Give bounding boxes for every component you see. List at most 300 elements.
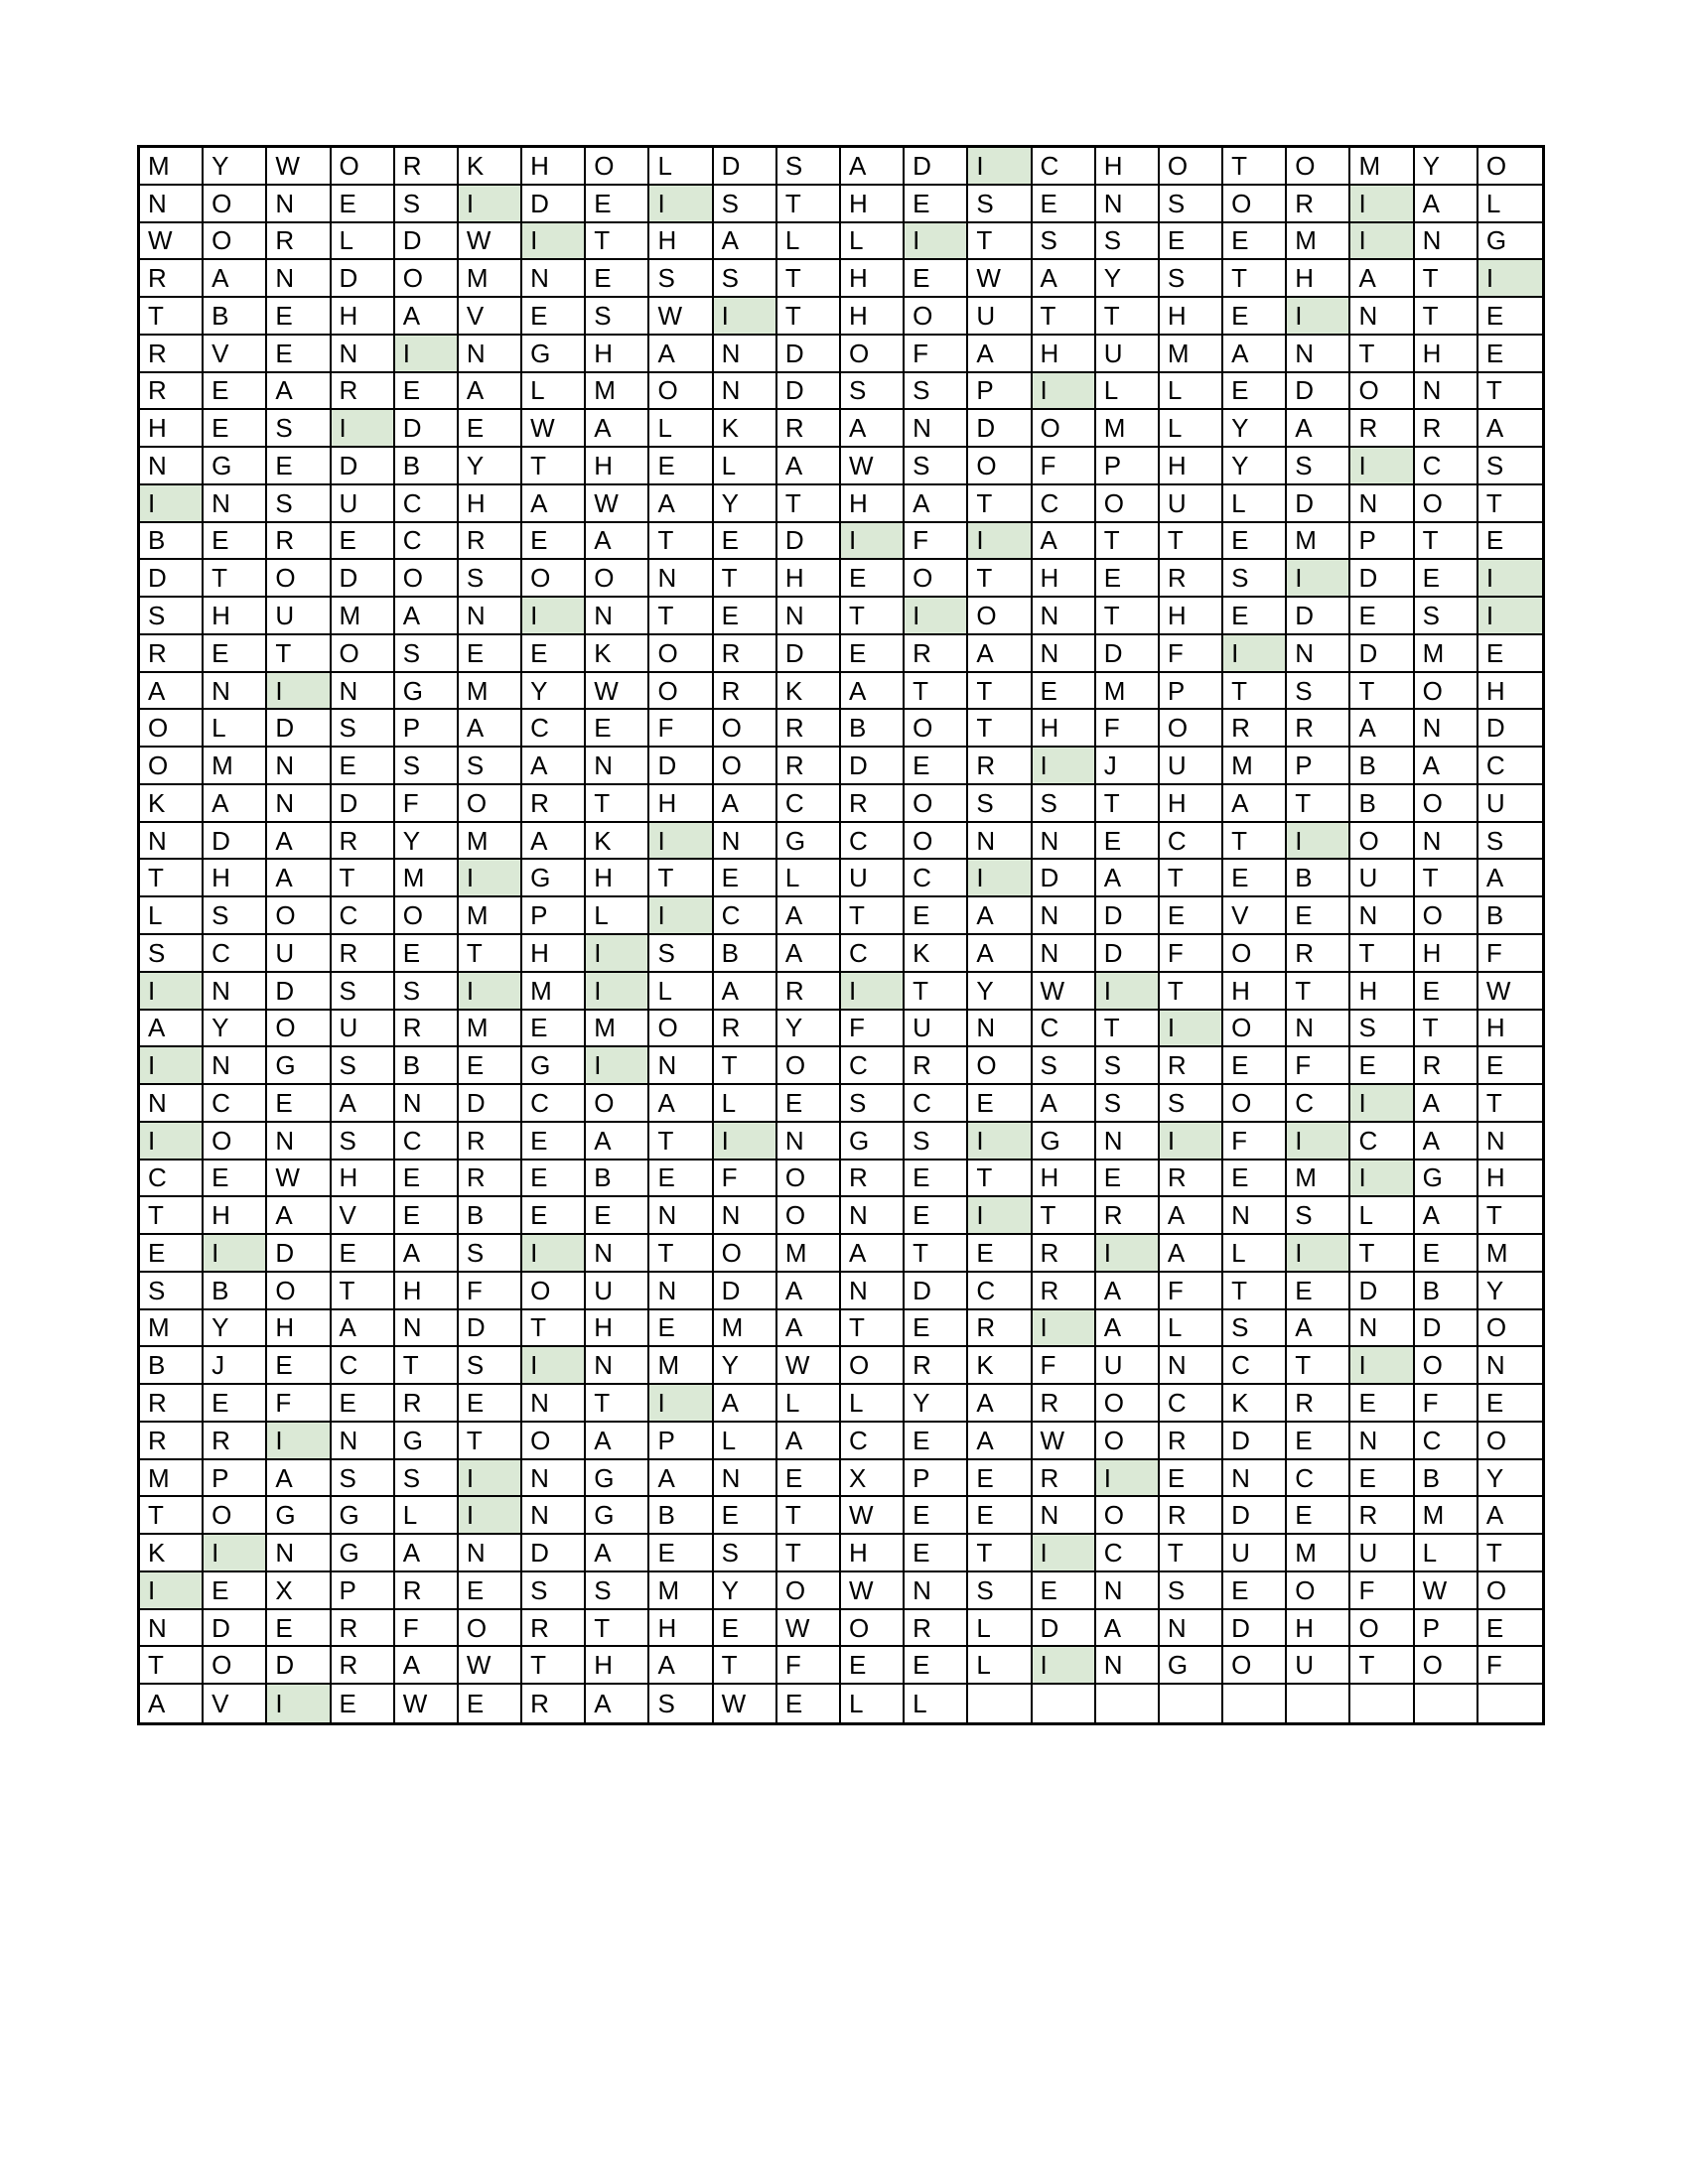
grid-cell: P [395,710,459,748]
grid-cell: D [522,186,586,223]
grid-cell: E [1223,523,1287,561]
grid-cell: E [1096,560,1160,598]
grid-cell: T [905,673,968,711]
grid-cell: S [1350,1011,1414,1048]
grid-cell: I [267,673,331,711]
grid-cell: A [395,1235,459,1273]
grid-cell: S [332,710,395,748]
grid-cell: E [1033,673,1096,711]
grid-cell: S [395,748,459,785]
grid-cell: R [777,973,841,1011]
grid-cell: A [586,1423,649,1460]
grid-cell: S [459,560,522,598]
grid-cell: F [649,710,713,748]
grid-cell: K [586,823,649,861]
grid-cell: C [841,935,905,973]
grid-cell: A [140,1685,204,1722]
grid-cell: N [968,1011,1032,1048]
grid-cell: A [522,823,586,861]
grid-cell: A [841,148,905,186]
grid-cell: T [841,897,905,935]
grid-cell: A [586,1685,649,1722]
grid-cell: N [777,1123,841,1160]
grid-cell: A [395,1535,459,1572]
grid-cell: E [1096,1160,1160,1198]
grid-cell: A [1287,1310,1350,1348]
grid-cell: E [649,1535,713,1572]
grid-cell: F [1478,1647,1542,1685]
grid-cell: A [1033,1085,1096,1123]
grid-cell: L [522,373,586,411]
grid-cell: L [1415,1535,1478,1572]
grid-cell: E [267,448,331,485]
grid-cell: E [332,1685,395,1722]
grid-cell: O [714,748,777,785]
grid-cell: Y [714,485,777,523]
grid-cell: D [1223,1497,1287,1535]
grid-cell: W [1033,973,1096,1011]
grid-cell: P [522,897,586,935]
grid-cell: L [714,1085,777,1123]
grid-cell: T [649,1123,713,1160]
grid-cell: K [777,673,841,711]
grid-cell: D [395,410,459,448]
word-grid [137,145,1545,1725]
grid-cell: E [1350,1460,1414,1498]
grid-cell: A [1478,1497,1542,1535]
grid-cell: O [395,260,459,298]
grid-cell: G [522,860,586,897]
grid-cell: I [714,1123,777,1160]
grid-cell: N [649,1273,713,1310]
grid-cell: M [395,860,459,897]
grid-cell: W [714,1685,777,1722]
grid-cell: W [586,485,649,523]
grid-cell: A [1478,410,1542,448]
grid-cell: N [841,1273,905,1310]
grid-cell: R [1160,1423,1223,1460]
grid-cell: K [140,1535,204,1572]
grid-cell: I [1160,1011,1223,1048]
grid-cell: W [841,1497,905,1535]
grid-cell: H [1033,336,1096,373]
grid-cell: L [204,710,267,748]
grid-cell: D [1287,373,1350,411]
grid-cell: N [1350,298,1414,336]
grid-cell: A [968,336,1032,373]
grid-cell: S [1160,260,1223,298]
grid-cell: E [204,1385,267,1423]
grid-cell: O [1478,1572,1542,1610]
grid-cell: H [841,186,905,223]
grid-cell: T [586,1610,649,1648]
grid-cell: R [140,260,204,298]
grid-cell: R [1033,1273,1096,1310]
grid-cell: T [649,598,713,635]
grid-cell: I [1350,186,1414,223]
grid-cell: T [140,860,204,897]
grid-cell: Y [1478,1460,1542,1498]
grid-cell: N [1415,823,1478,861]
grid-cell: M [332,598,395,635]
grid-cell: A [714,223,777,261]
grid-cell: A [777,1423,841,1460]
grid-cell: O [777,1197,841,1235]
grid-cell: E [1096,823,1160,861]
grid-cell: Y [905,1385,968,1423]
grid-cell: T [1287,785,1350,823]
grid-cell: A [777,935,841,973]
grid-cell [1350,1685,1414,1722]
grid-cell: O [1033,410,1096,448]
grid-cell: U [1160,748,1223,785]
grid-cell: R [1415,410,1478,448]
grid-cell: S [1223,1310,1287,1348]
grid-cell: E [1478,523,1542,561]
grid-cell: T [968,710,1032,748]
grid-cell: G [1160,1647,1223,1685]
grid-cell: M [1415,1497,1478,1535]
grid-cell: M [459,673,522,711]
grid-cell: I [1478,598,1542,635]
grid-cell: O [204,1497,267,1535]
grid-cell: F [459,1273,522,1310]
grid-cell: I [1033,1647,1096,1685]
grid-cell: D [777,523,841,561]
grid-cell: I [1287,823,1350,861]
grid-cell: I [1350,1085,1414,1123]
grid-cell: S [1287,673,1350,711]
grid-cell: U [1096,336,1160,373]
grid-cell: A [1096,860,1160,897]
grid-cell: N [204,673,267,711]
grid-cell: A [1223,785,1287,823]
grid-cell: I [968,860,1032,897]
grid-cell: M [204,748,267,785]
grid-cell: I [1478,260,1542,298]
grid-cell: N [586,1235,649,1273]
grid-cell: A [841,1235,905,1273]
grid-cell: Y [1478,1273,1542,1310]
grid-cell: Y [968,973,1032,1011]
grid-cell: T [1415,260,1478,298]
grid-cell: T [522,1647,586,1685]
grid-cell: O [1415,673,1478,711]
grid-cell: N [1096,186,1160,223]
grid-cell: T [332,1273,395,1310]
grid-cell: O [649,635,713,673]
grid-cell: S [395,973,459,1011]
grid-cell: T [1287,973,1350,1011]
grid-cell: F [1350,1572,1414,1610]
grid-cell: E [1287,1423,1350,1460]
grid-cell: D [714,1273,777,1310]
grid-cell: D [1350,1273,1414,1310]
grid-cell: R [968,1310,1032,1348]
grid-cell: R [1287,186,1350,223]
grid-cell: V [204,336,267,373]
grid-cell: C [204,1085,267,1123]
grid-cell: C [332,897,395,935]
grid-cell: K [459,148,522,186]
grid-cell: N [968,823,1032,861]
grid-cell: W [1478,973,1542,1011]
grid-cell: R [1287,1385,1350,1423]
grid-cell: H [1223,973,1287,1011]
grid-cell: M [1096,410,1160,448]
grid-cell: U [905,1011,968,1048]
grid-cell: S [1287,1197,1350,1235]
grid-cell: E [649,1310,713,1348]
grid-cell: A [1350,260,1414,298]
grid-cell: S [905,373,968,411]
grid-cell [1287,1685,1350,1722]
grid-cell: L [332,223,395,261]
grid-cell: A [1160,1235,1223,1273]
grid-cell: A [395,1647,459,1685]
grid-cell: O [841,1610,905,1648]
grid-cell: C [841,823,905,861]
grid-cell: T [586,1385,649,1423]
grid-cell: I [1160,1123,1223,1160]
grid-cell: H [841,298,905,336]
grid-cell: N [522,1385,586,1423]
grid-cell: E [459,635,522,673]
grid-cell: D [1415,1310,1478,1348]
grid-cell: S [1223,560,1287,598]
grid-cell: I [459,186,522,223]
grid-cell: F [1033,1347,1096,1385]
grid-cell: R [968,748,1032,785]
grid-cell: O [1223,935,1287,973]
grid-cell: H [586,1310,649,1348]
grid-cell: E [714,1497,777,1535]
grid-cell: O [395,897,459,935]
grid-cell: T [714,560,777,598]
grid-cell: Y [204,148,267,186]
grid-cell: I [1350,448,1414,485]
grid-cell: R [459,1160,522,1198]
grid-cell: O [586,1085,649,1123]
grid-cell: W [777,1610,841,1648]
grid-cell: O [204,1647,267,1685]
grid-cell: A [1033,523,1096,561]
grid-cell: N [905,410,968,448]
grid-cell: O [1096,1423,1160,1460]
grid-cell: R [905,635,968,673]
grid-cell: M [1287,523,1350,561]
grid-cell: N [332,336,395,373]
grid-cell: D [777,336,841,373]
grid-cell: N [204,973,267,1011]
grid-cell: I [267,1685,331,1722]
grid-cell: S [841,373,905,411]
grid-cell: C [1478,748,1542,785]
grid-cell [1223,1685,1287,1722]
grid-cell: Y [777,1011,841,1048]
grid-cell: E [1415,560,1478,598]
grid-cell: S [1033,1047,1096,1085]
grid-cell: E [140,1235,204,1273]
grid-cell: I [1350,223,1414,261]
grid-cell: E [777,1085,841,1123]
grid-cell: I [140,485,204,523]
grid-cell: S [459,748,522,785]
grid-cell: A [649,485,713,523]
grid-cell: N [140,823,204,861]
grid-cell: W [649,298,713,336]
grid-cell: T [140,1197,204,1235]
grid-cell: N [459,1535,522,1572]
grid-cell: I [1350,1160,1414,1198]
grid-cell: E [1223,1572,1287,1610]
grid-cell: N [140,1085,204,1123]
grid-cell: E [459,1385,522,1423]
grid-cell: P [332,1572,395,1610]
grid-cell: A [1415,1197,1478,1235]
grid-cell: S [649,1685,713,1722]
grid-cell: T [586,785,649,823]
grid-cell: M [140,1310,204,1348]
grid-cell: H [1033,560,1096,598]
grid-cell: I [140,1572,204,1610]
grid-cell: N [204,1047,267,1085]
grid-cell: I [1096,1460,1160,1498]
grid-cell: T [1223,1273,1287,1310]
grid-cell: E [1033,186,1096,223]
grid-cell: E [1223,223,1287,261]
grid-cell: S [140,935,204,973]
grid-cell: I [1033,748,1096,785]
grid-cell: T [1478,1535,1542,1572]
grid-cell: R [714,673,777,711]
grid-cell: A [841,410,905,448]
grid-cell: D [1350,560,1414,598]
grid-cell: Y [204,1310,267,1348]
grid-cell: I [968,148,1032,186]
grid-cell: N [1350,1423,1414,1460]
grid-cell: S [968,186,1032,223]
grid-cell: U [1350,860,1414,897]
grid-cell: D [1096,635,1160,673]
grid-cell: M [459,823,522,861]
grid-cell: G [522,1047,586,1085]
grid-cell: N [1350,485,1414,523]
grid-cell: E [522,1123,586,1160]
grid-cell: D [332,448,395,485]
grid-cell: D [522,1535,586,1572]
grid-cell: Y [522,673,586,711]
grid-cell: C [1415,448,1478,485]
grid-cell: R [1287,710,1350,748]
grid-cell: E [267,336,331,373]
grid-cell: D [395,223,459,261]
grid-cell: I [522,223,586,261]
grid-cell: I [459,973,522,1011]
grid-cell: I [1096,973,1160,1011]
grid-cell: J [1096,748,1160,785]
grid-cell: N [714,1460,777,1498]
grid-cell: N [204,485,267,523]
grid-cell: W [140,223,204,261]
grid-cell: H [1415,336,1478,373]
grid-cell: B [1478,897,1542,935]
grid-cell: E [459,410,522,448]
grid-cell: W [968,260,1032,298]
grid-cell: S [968,1572,1032,1610]
grid-cell: H [586,860,649,897]
grid-cell: T [1096,1011,1160,1048]
grid-cell: V [332,1197,395,1235]
grid-cell: E [905,1497,968,1535]
grid-cell: S [395,186,459,223]
grid-cell: Y [714,1347,777,1385]
grid-cell: N [586,1347,649,1385]
grid-cell: B [204,1273,267,1310]
grid-cell: Y [204,1011,267,1048]
grid-cell: S [1160,1085,1223,1123]
grid-cell: E [1478,1610,1542,1648]
grid-cell: Y [1415,148,1478,186]
grid-cell: E [905,260,968,298]
grid-cell: C [777,785,841,823]
grid-cell: R [1287,935,1350,973]
grid-cell: S [586,298,649,336]
grid-cell: A [459,710,522,748]
grid-cell: D [332,785,395,823]
grid-cell: E [1223,1047,1287,1085]
grid-cell: E [841,635,905,673]
grid-cell: R [777,748,841,785]
grid-cell: S [1096,223,1160,261]
grid-cell: O [714,1235,777,1273]
grid-cell: O [968,1047,1032,1085]
grid-cell: P [1287,748,1350,785]
grid-cell: L [777,1385,841,1423]
grid-cell: O [1223,186,1287,223]
grid-cell: F [395,1610,459,1648]
grid-cell: S [459,1347,522,1385]
grid-cell: R [1033,1460,1096,1498]
grid-cell [1415,1685,1478,1722]
grid-cell: I [522,598,586,635]
grid-cell: R [332,373,395,411]
grid-cell: I [649,186,713,223]
grid-cell: L [841,223,905,261]
grid-cell: M [459,897,522,935]
grid-cell: C [395,523,459,561]
grid-cell: U [586,1273,649,1310]
grid-cell: O [1096,485,1160,523]
grid-cell: N [395,1085,459,1123]
grid-cell [1478,1685,1542,1722]
grid-cell: D [1223,1610,1287,1648]
grid-cell: L [841,1385,905,1423]
grid-cell: L [649,148,713,186]
grid-cell: S [267,485,331,523]
grid-cell: H [1478,673,1542,711]
grid-cell: I [586,973,649,1011]
grid-cell: O [1287,1572,1350,1610]
grid-cell: A [586,1535,649,1572]
grid-cell: E [968,1497,1032,1535]
grid-cell: O [459,1610,522,1648]
grid-cell: L [1096,373,1160,411]
grid-cell [1096,1685,1160,1722]
grid-cell: O [332,635,395,673]
grid-cell: H [204,1197,267,1235]
grid-cell: I [140,1047,204,1085]
